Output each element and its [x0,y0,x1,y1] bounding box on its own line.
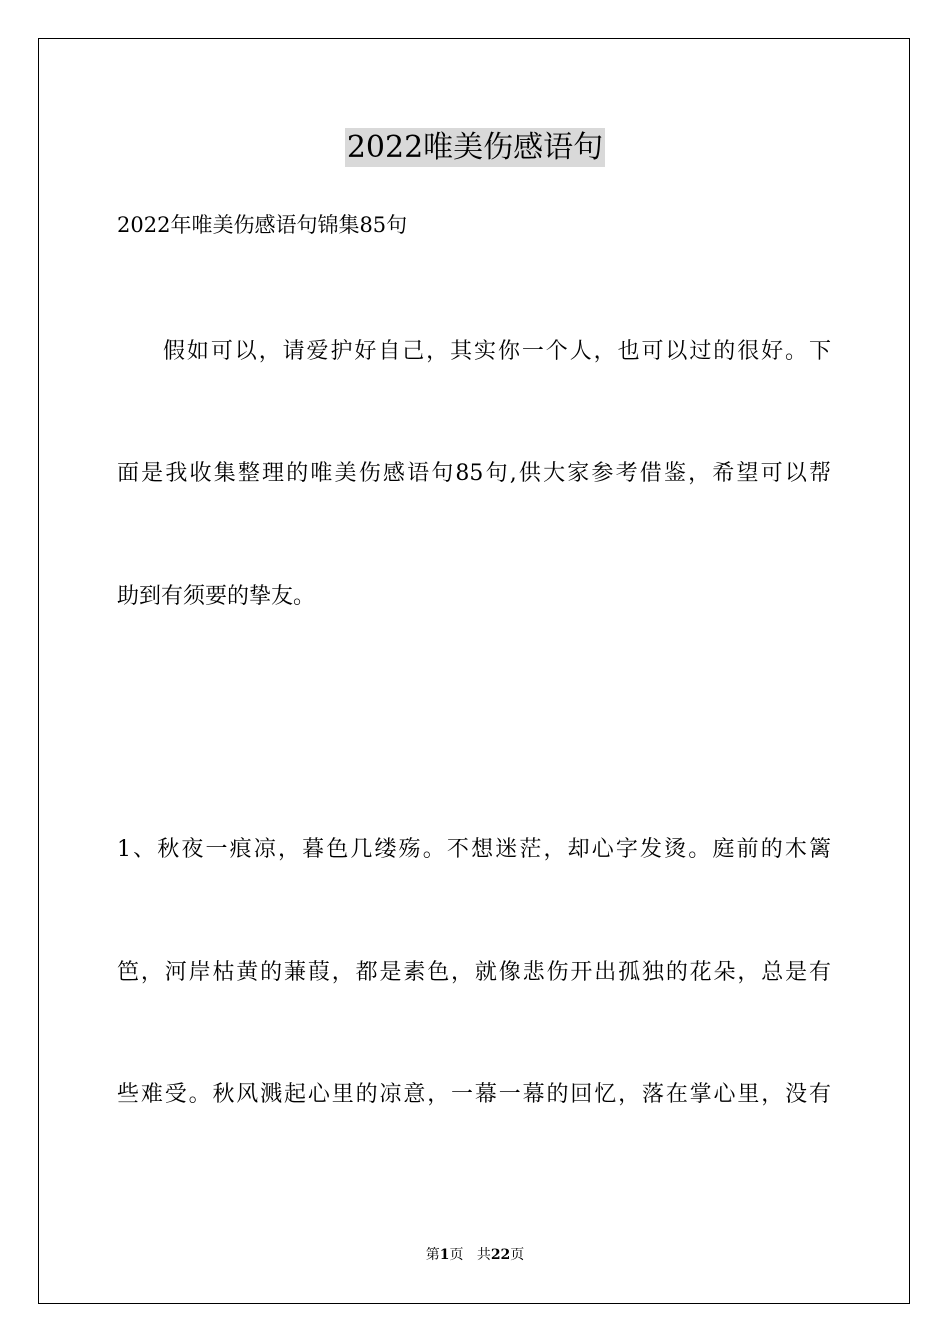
item1-line-2: 笆，河岸枯黄的蒹葭，都是素色，就像悲伤开出孤独的花朵，总是有 [117,960,831,985]
document-title-block [0,124,950,172]
footer-page-prefix: 第 [425,1247,440,1263]
intro-line-2: 面是我收集整理的唯美伤感语句85句,供大家参考借鉴，希望可以帮 [117,461,831,486]
document-title: 2022唯美伤感语句 [346,130,604,165]
intro-line-3: 助到有须要的挚友。 [117,584,316,609]
footer-total-pages: 22 [490,1247,511,1263]
item1-line-1: 1、秋夜一痕凉，暮色几缕殇。不想迷茫，却心字发烫。庭前的木篱 [117,837,831,862]
footer-total-prefix: 共 [476,1247,491,1263]
document-subtitle: 2022年唯美伤感语句锦集85句 [117,213,408,237]
intro-line-1: 假如可以，请爱护好自己，其实你一个人，也可以过的很好。下 [163,339,831,364]
page-footer [0,1245,950,1265]
footer-total-suffix: 页 [510,1247,525,1263]
footer-page-suffix: 页 [449,1247,464,1263]
footer-current-page: 1 [439,1247,450,1263]
item1-line-3: 些难受。秋风溅起心里的凉意，一幕一幕的回忆，落在掌心里，没有 [117,1082,831,1107]
